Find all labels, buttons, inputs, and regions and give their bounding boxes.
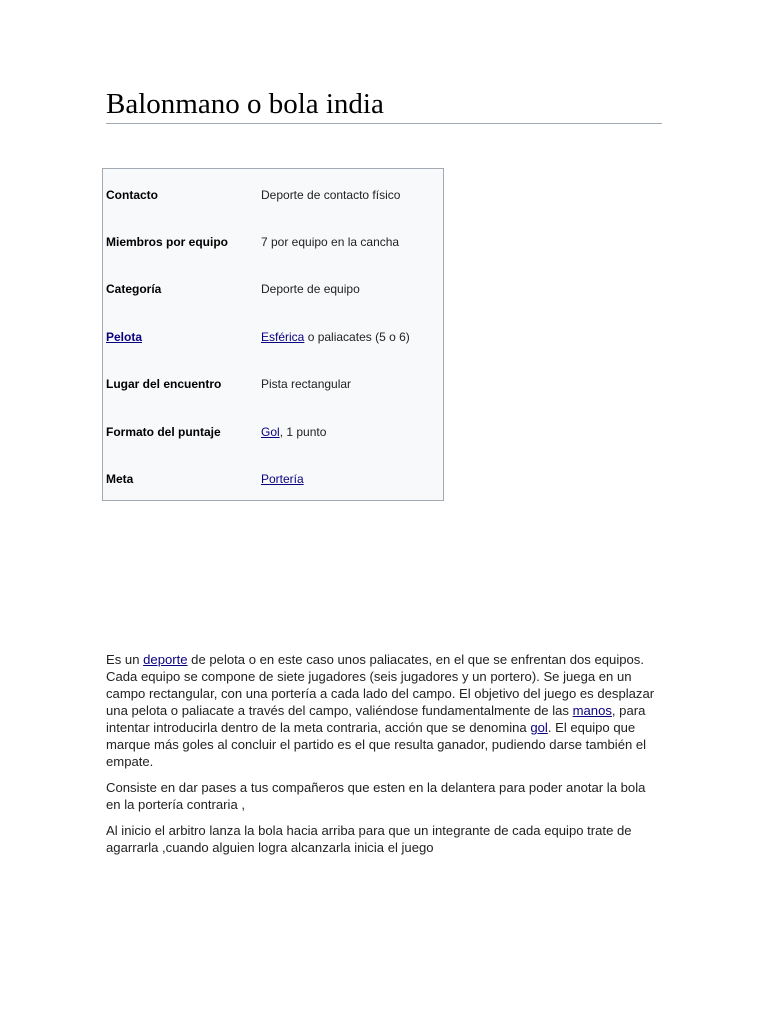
article-body: [106, 651, 662, 865]
infobox-value: [261, 422, 326, 442]
infobox-value: [261, 469, 304, 489]
gol-article-link[interactable]: gol: [530, 720, 548, 735]
infobox-row-formato: [103, 422, 443, 442]
esferica-link[interactable]: Esférica: [261, 330, 305, 344]
infobox-row-categoria: [103, 279, 443, 299]
text-span: . El equipo que marque más goles al concluir el partido es el que resulta ganador, pudiendo darse también el empate.: [106, 720, 647, 769]
gol-link[interactable]: Gol: [261, 425, 280, 439]
manos-link[interactable]: manos: [572, 703, 612, 718]
infobox-value-text: , 1 punto: [279, 425, 327, 439]
text-span: Es un: [106, 652, 144, 667]
infobox-label: Contacto: [106, 188, 158, 202]
infobox-value: Pista rectangular: [261, 377, 352, 391]
infobox-label: [106, 327, 142, 347]
infobox: [102, 168, 444, 501]
infobox-label: Miembros por equipo: [106, 235, 229, 249]
infobox-label: Meta: [106, 472, 134, 486]
text-span: , para intentar introducirla dentro de la meta contraria, acción que se denomina: [106, 703, 646, 735]
infobox-value: Deporte de equipo: [261, 282, 360, 296]
deporte-link[interactable]: deporte: [143, 652, 188, 667]
pelota-link[interactable]: Pelota: [106, 330, 143, 344]
infobox-row-contacto: [103, 185, 443, 205]
paragraph-pases: Consiste en dar pases a tus compañeros que esten en la delantera para poder anotar la bola en la portería contraria ,: [106, 780, 646, 812]
infobox-value-text: o paliacates (5 o 6): [304, 330, 410, 344]
paragraph-intro: [106, 651, 662, 770]
infobox-value: 7 por equipo en la cancha: [261, 235, 400, 249]
infobox-row-meta: [103, 469, 443, 489]
page-title: Balonmano o bola india: [106, 86, 662, 124]
infobox-value: [261, 327, 410, 347]
infobox-label: Categoría: [106, 282, 162, 296]
infobox-row-pelota: [103, 327, 443, 347]
infobox-row-lugar: [103, 374, 443, 394]
text-span: de pelota o en este caso unos paliacates, en el que se enfrentan dos equipos. Cada equipo se compone de siete jugadores (seis jugadores y un portero). Se juega en un campo rectangular, con una portería a cada lado del campo. El objetivo del juego es desplazar una pelota o paliacate a través del campo, valiéndose fundamentalmente de las: [106, 652, 655, 718]
paragraph-inicio: Al inicio el arbitro lanza la bola hacia arriba para que un integrante de cada equipo trate de agarrarla ,cuando alguien logra alcanzarla inicia el juego: [106, 823, 632, 855]
infobox-row-miembros: [103, 232, 443, 252]
infobox-label: Formato del puntaje: [106, 425, 221, 439]
infobox-label: Lugar del encuentro: [106, 377, 222, 391]
porteria-link[interactable]: Portería: [261, 472, 304, 486]
infobox-value: Deporte de contacto físico: [261, 188, 401, 202]
